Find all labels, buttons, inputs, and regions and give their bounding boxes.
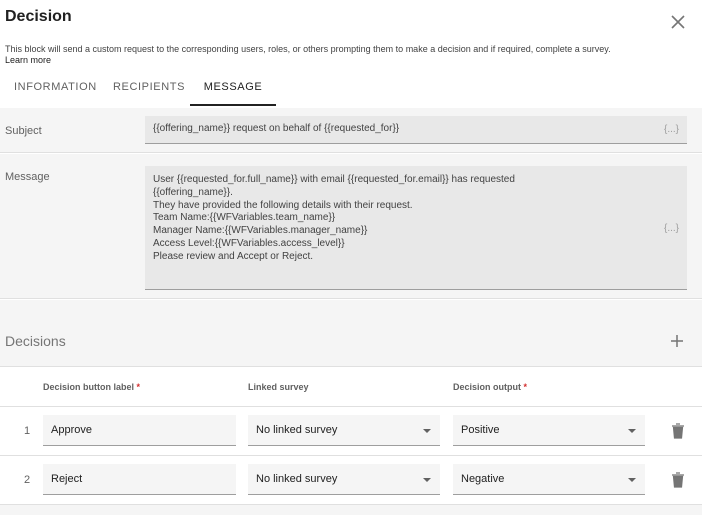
decision-label-input[interactable]: Approve [43,415,236,446]
column-header-label [43,382,140,392]
column-header-survey: Linked survey [248,382,309,392]
message-line: Team Name:{{WFVariables.team_name}} [153,212,336,224]
message-line: Please review and Accept or Reject. [153,250,314,262]
tab-information[interactable]: INFORMATION [14,81,97,93]
trash-icon[interactable] [671,472,685,488]
dialog-description: This block will send a custom request to the corresponding users, roles, or others prompting them to make a decision and if required, complete a survey. [5,44,611,54]
learn-more-link[interactable]: Learn more [5,55,52,65]
column-header-label-text: Decision button label [43,382,135,392]
decisions-title: Decisions [5,333,66,349]
column-header-output [453,382,527,392]
tab-message[interactable]: MESSAGE [190,72,276,106]
required-mark: * [523,382,528,392]
plus-icon[interactable] [670,334,684,348]
decision-row [0,455,702,504]
linked-survey-select[interactable] [248,415,440,446]
message-line: Manager Name:{{WFVariables.manager_name}} [153,225,368,237]
decisions-header [0,300,702,367]
linked-survey-value: No linked survey [256,473,338,485]
decision-label-input[interactable]: Reject [43,464,236,495]
message-line: {{offering_name}}. [153,186,233,198]
caret-down-icon [423,478,431,482]
caret-down-icon [628,478,636,482]
tab-bar [0,72,702,108]
close-icon[interactable] [669,13,687,31]
column-header-output-text: Decision output [453,382,521,392]
message-line: They have provided the following details with their request. [153,199,413,211]
tab-recipients[interactable]: RECIPIENTS [113,81,186,93]
linked-survey-select[interactable] [248,464,440,495]
decision-row [0,406,702,455]
table-footer [0,504,702,515]
message-line: User {{requested_for.full_name}} with email {{requested_for.email}} has requested [153,174,515,185]
message-textarea[interactable] [145,166,687,290]
subject-variable-button[interactable]: {...} [663,124,679,135]
message-label: Message [5,171,50,183]
caret-down-icon [628,429,636,433]
decision-output-value: Positive [461,424,500,436]
subject-row [0,108,702,153]
trash-icon[interactable] [671,423,685,439]
linked-survey-value: No linked survey [256,424,338,436]
decision-output-select[interactable] [453,464,645,495]
decision-output-value: Negative [461,473,505,485]
dialog-title: Decision [5,8,72,25]
decision-output-select[interactable] [453,415,645,446]
required-mark: * [136,382,141,392]
row-number: 2 [24,474,31,486]
subject-input[interactable] [145,116,687,144]
caret-down-icon [423,429,431,433]
message-variable-button[interactable]: {...} [663,223,679,234]
row-number: 1 [24,425,31,437]
message-line: Access Level:{{WFVariables.access_level}} [153,237,345,249]
subject-value: {{offering_name}} request on behalf of {{requested_for}} [153,123,400,134]
subject-label: Subject [5,125,42,137]
message-row [0,154,702,299]
